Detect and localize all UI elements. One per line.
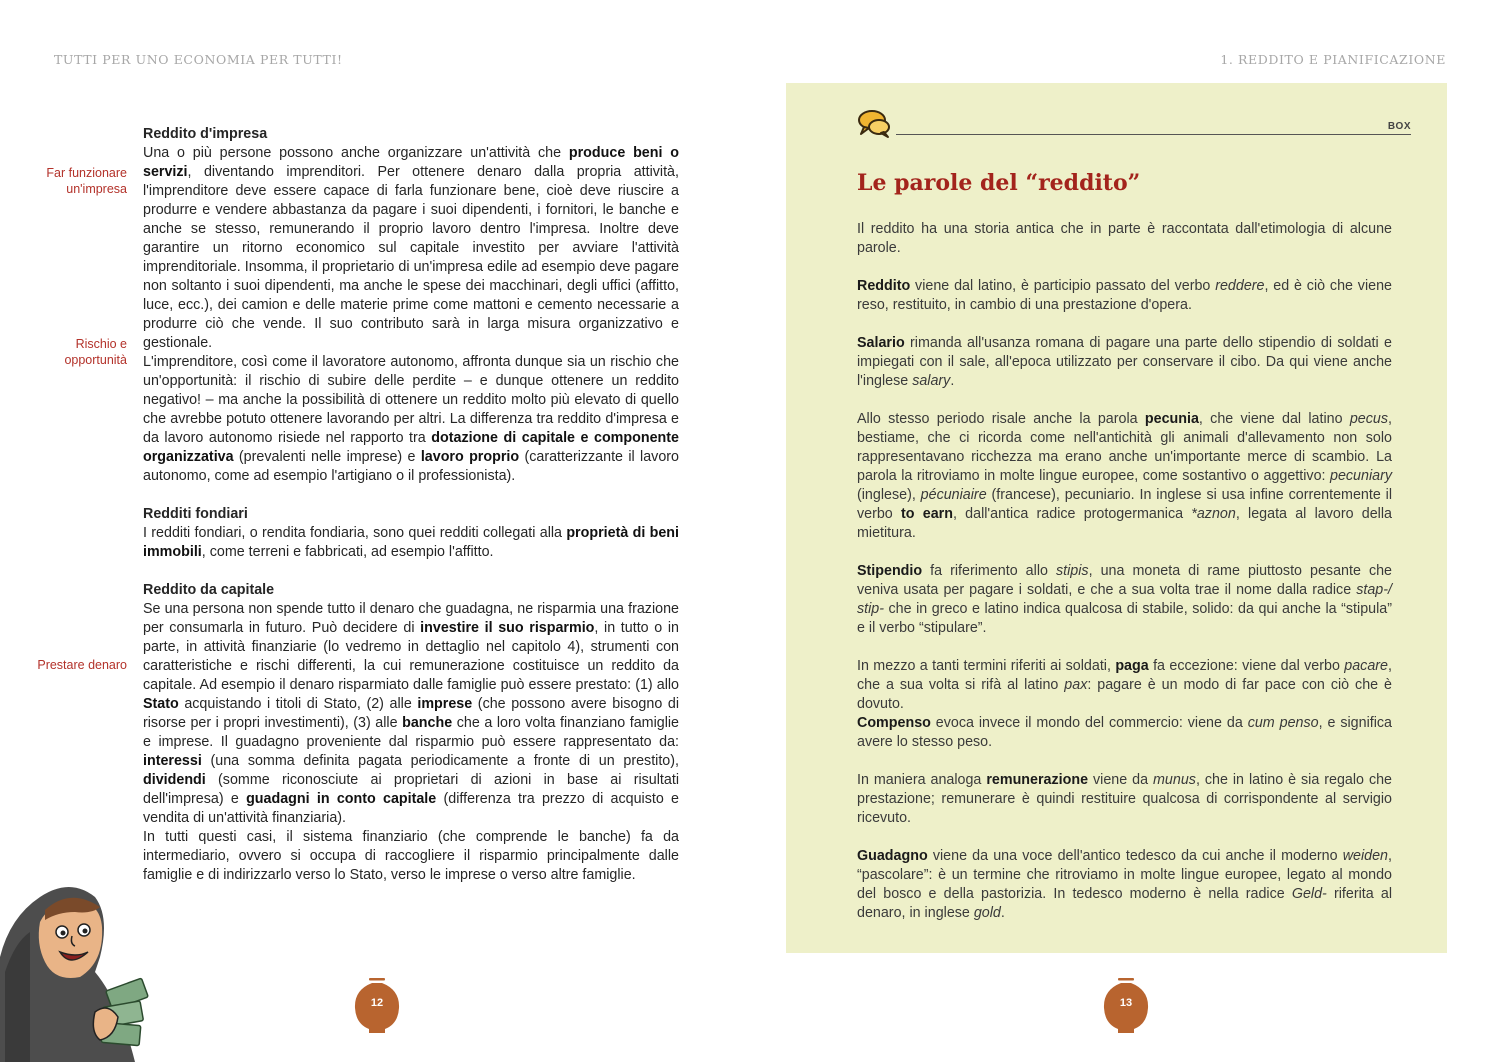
section-reddito-impresa — [143, 125, 679, 486]
speech-bubbles-icon — [857, 109, 891, 139]
entry-compenso: Compenso evoca invece il mondo del commercio: viene da cum penso, e significa avere lo stesso peso. — [857, 715, 1392, 750]
paragraph: Se una persona non spende tutto il denaro che guadagna, ne risparmia una frazione per consumarla in futuro. Può decidere di investire il suo risparmio, in tutto o in parte, in attività finanziarie (lo vedremo in dettaglio nel capitolo 4), strumenti con caratteristiche e rischi differenti, la cui remunerazione costituisce un reddito da capitale. Ad esempio il denaro risparmiato dalle famiglie può essere prestato: (1) allo Stato acquistando i titoli di Stato, (2) alle imprese (che possono avere bisogno di risorse per i propri investimenti), (3) alle banche che a loro volta finanziano famiglie e imprese. Il guadagno proveniente dal risparmio può essere rappresentato da: interessi (una somma definita pagata periodicamente a fronte di un prestito), dividendi (somme riconosciute ai proprietari di azioni in base ai risultati dell'impresa) e guadagni in conto capitale (differenza tra prezzo di acquisto e vendita di un'attività finanziaria). — [143, 601, 679, 826]
margin-note-rischio: Rischio e opportunità — [64, 337, 127, 367]
entry-stipendio: Stipendio fa riferimento allo stipis, una moneta di rame piuttosto pesante che veniva usata per pagare i soldati, e che a sua volta trae il nome dalla radice stap-/ stip- che in greco e latino indica qualcosa di stabile, solido: da qui anche la “stipula” e il verbo “stipulare”. — [857, 563, 1392, 636]
page-number-right: 13 — [1101, 972, 1151, 1034]
box-intro: Il reddito ha una storia antica che in parte è raccontata dall'etimologia di alcune parole. — [857, 221, 1392, 256]
section-reddito-capitale — [143, 581, 679, 885]
entry-remunerazione: In maniera analoga remunerazione viene da munus, che in latino è sia regalo che prestazione; remunerare è quindi restituire qualcosa di corrispondente al servigio ricevuto. — [857, 772, 1392, 826]
entry-paga: In mezzo a tanti termini riferiti ai soldati, paga fa eccezione: viene dal verbo pacare, che a sua volta si rifà al latino pax: pagare è un modo di far pace con ciò che è dovuto. — [857, 658, 1392, 712]
entry-pecunia: Allo stesso periodo risale anche la parola pecunia, che viene dal latino pecus, bestiame, che ci ricorda come nell'antichità gli animali d'allevamento non solo rappresentavano ricchezza ma erano anche un'importante merce di scambio. La parola la ritroviamo in molte lingue europee, come sostantivo o aggettivo: pecuniary (inglese), pécuniaire (francese), pecuniario. In inglese si usa infine correntemente il verbo to earn, dall'antica radice protogermanica *aznon, legata al lavoro della mietitura. — [857, 411, 1392, 541]
box-label: BOX — [1387, 121, 1411, 132]
box-title: Le parole del “reddito” — [857, 170, 1141, 196]
paragraph: L'imprenditore, così come il lavoratore autonomo, affronta dunque sia un rischio che un'opportunità: il rischio di subire delle perdite – e dunque ottenere un reddito negativo! – ma anche la possibilità di ottenere un reddito molto più elevato di quello che avrebbe potuto ottenere lavorando per altri. La differenza tra reddito d'impresa e da lavoro autonomo risiede nel rapporto tra dotazione di capitale e componente organizzativa (prevalenti nelle imprese) e lavoro proprio (caratterizzante il lavoro autonomo, come ad esempio l'artigiano o il professionista). — [143, 354, 679, 484]
paragraph: In tutti questi casi, il sistema finanziario (che comprende le banche) fa da intermediario, ovvero si occupa di raccogliere il risparmio principalmente dalle famiglie e di indirizzarlo verso lo Stato, verso le imprese o verso altre famiglie. — [143, 829, 679, 883]
left-page-text — [143, 125, 679, 904]
page-number-left: 12 — [352, 972, 402, 1034]
running-head-right: 1. REDDITO E PIANIFICAZIONE — [1220, 52, 1446, 67]
entry-guadagno: Guadagno viene da una voce dell'antico tedesco da cui anche il moderno weiden, “pascolare”: è un termine che ritroviamo in molte lingue europee, legato al mondo del bosco e della pastorizia. In tedesco moderno è nella radice Geld- riferita al denaro, in inglese gold. — [857, 848, 1393, 921]
section-heading: Reddito d'impresa — [143, 126, 268, 142]
margin-note-far-funzionare: Far funzionare un'impresa — [46, 166, 127, 196]
hooded-man-illustration — [0, 862, 160, 1062]
paragraph: I redditi fondiari, o rendita fondiaria, sono quei redditi collegati alla proprietà di beni immobili, come terreni e fabbricati, ad esempio l'affitto. — [143, 525, 679, 560]
entry-reddito: Reddito viene dal latino, è participio passato del verbo reddere, ed è ciò che viene reso, restituito, in cambio di una prestazione d'opera. — [857, 278, 1392, 313]
box-body — [857, 220, 1392, 942]
running-head-left: TUTTI PER UNO ECONOMIA PER TUTTI! — [54, 52, 343, 67]
box-header-rule — [896, 134, 1411, 135]
section-redditi-fondiari — [143, 505, 679, 562]
section-heading: Redditi fondiari — [143, 506, 248, 522]
paragraph: Una o più persone possono anche organizzare un'attività che produce beni o servizi, diventando imprenditori. Per ottenere denaro dalla propria attività, l'imprenditore deve essere capace di farla funzionare bene, cioè deve riuscire a produrre e vendere abbastanza da pagare i suoi dipendenti, i fornitori, le banche e anche se stesso, remunerando il proprio lavoro dentro l'impresa. Inoltre deve garantire un ritorno economico sul capitale investito per avviare l'attività imprenditoriale. Insomma, il proprietario di un'impresa edile ad esempio deve pagare non soltanto i suoi dipendenti, ma anche le spese dei macchinari, degli uffici (affitto, luce, ecc.), dei camion e delle materie prime come mattoni e cemento necessarie a produrre ciò che vende. Il suo contributo sarà in larga misura organizzativo e gestionale. — [143, 145, 680, 351]
box-le-parole-del-reddito — [786, 83, 1447, 953]
margin-note-prestare: Prestare denaro — [37, 658, 127, 672]
section-heading: Reddito da capitale — [143, 582, 275, 598]
entry-salario: Salario rimanda all'usanza romana di pagare una parte dello stipendio di soldati e impiegati con il sale, all'epoca utilizzato per conservare il cibo. Da qui viene anche l'inglese salary. — [857, 335, 1392, 389]
